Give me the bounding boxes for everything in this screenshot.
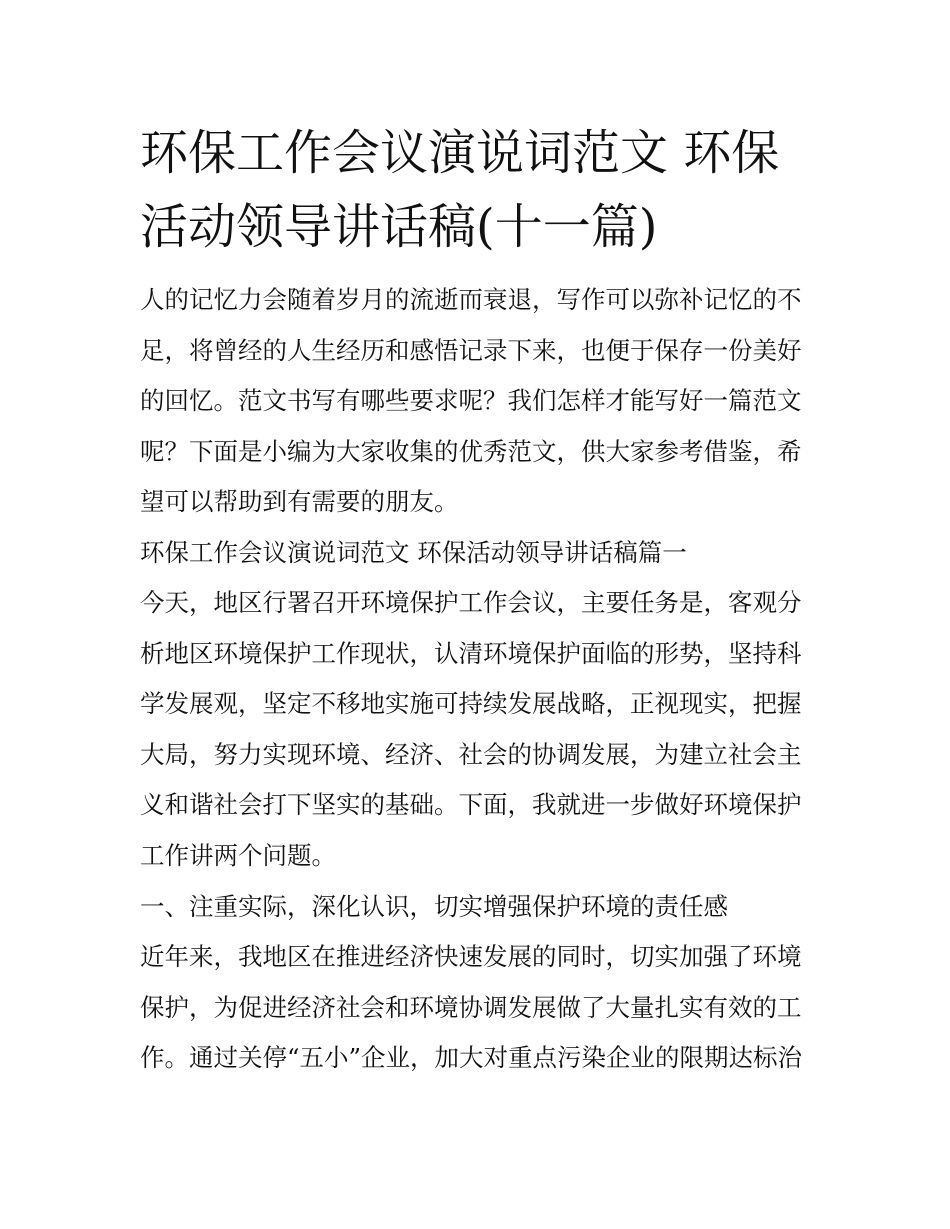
text-line: 大局，努力实现环境、经济、社会的协调发展，为建立社会主: [140, 739, 802, 769]
subheading-text: 一、注重实际，深化认识，切实增强保护环境的责任感: [140, 892, 728, 921]
title-line: 活动领导讲话稿(十一篇): [140, 199, 658, 255]
text-line: 工作讲两个问题。: [140, 840, 336, 870]
text-line: 义和谐社会打下坚实的基础。下面，我就进一步做好环境保护: [140, 790, 802, 819]
body-paragraph-2: [140, 932, 812, 1084]
subheading: [140, 882, 812, 933]
text-line: 望可以帮助到有需要的朋友。: [140, 487, 459, 516]
document-title: [140, 116, 820, 264]
text-line: 今天，地区行署召开环境保护工作会议，主要任务是，客观分: [140, 588, 802, 617]
section-heading: [140, 528, 812, 579]
text-line: 呢？下面是小编为大家收集的优秀范文，供大家参考借鉴，希: [140, 436, 802, 466]
text-line: 作。通过关停“五小”企业，加大对重点污染企业的限期达标治: [140, 1043, 803, 1072]
body-paragraph-1: [140, 578, 812, 881]
text-line: 学发展观，坚定不移地实施可持续发展战略，正视现实，把握: [140, 689, 802, 718]
text-line: 足，将曾经的人生经历和感悟记录下来，也便于保存一份美好: [140, 335, 802, 365]
text-line: 的回忆。范文书写有哪些要求呢？我们怎样才能写好一篇范文: [140, 386, 802, 415]
section-heading-text: 环保工作会议演说词范文 环保活动领导讲话稿篇一: [140, 538, 687, 567]
text-line: 保护，为促进经济社会和环境协调发展做了大量扎实有效的工: [140, 992, 802, 1022]
intro-paragraph: [140, 275, 812, 528]
text-line: 近年来，我地区在推进经济快速发展的同时，切实加强了环境: [140, 942, 802, 971]
text-line: 人的记忆力会随着岁月的流逝而衰退，写作可以弥补记忆的不: [140, 285, 802, 314]
text-line: 析地区环境保护工作现状，认清环境保护面临的形势，坚持科: [140, 638, 802, 668]
title-line: 环保工作会议演说词范文 环保: [140, 125, 780, 181]
